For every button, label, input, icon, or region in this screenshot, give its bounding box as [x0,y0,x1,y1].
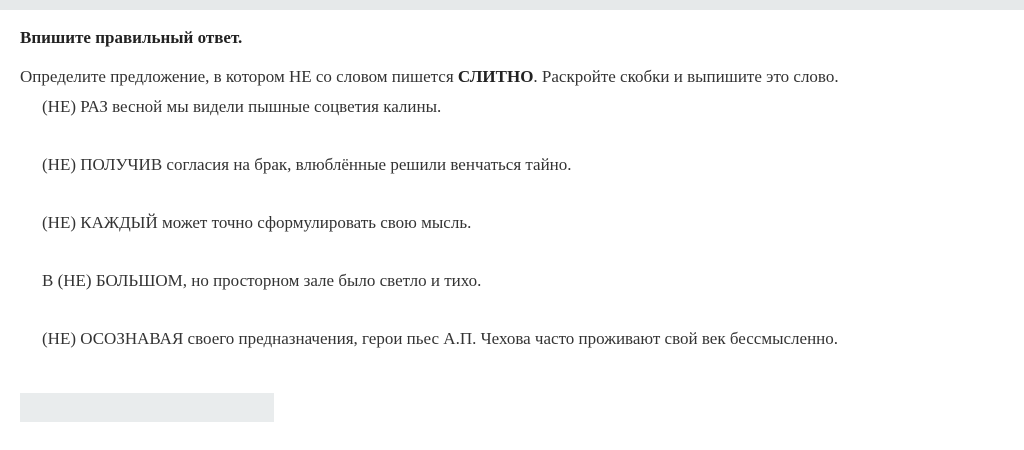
sentence-options-list [42,96,838,386]
answer-input[interactable] [20,393,274,422]
top-bar [0,0,1024,10]
sentence-option-5: (НЕ) ОСОЗНАВАЯ своего предназначения, герои пьес А.П. Чехова часто проживают свой век бессмысленно. [42,329,839,348]
sentence-option-1: (НЕ) РАЗ весной мы видели пышные соцветия калины. [42,97,442,116]
sentence-option-3: (НЕ) КАЖДЫЙ может точно сформулировать свою мысль. [42,213,472,232]
question-instruction: Впишите правильный ответ. [20,28,243,47]
question-text [20,66,839,88]
question-text-emphasis: СЛИТНО [457,67,534,86]
question-text-after: . Раскройте скобки и выпишите это слово. [533,67,839,86]
sentence-option-4: В (НЕ) БОЛЬШОМ, но просторном зале было светло и тихо. [42,271,482,290]
question-text-before: Определите предложение, в котором НЕ со словом пишется [20,67,458,86]
sentence-option-2: (НЕ) ПОЛУЧИВ согласия на брак, влюблённые решили венчаться тайно. [42,155,572,174]
